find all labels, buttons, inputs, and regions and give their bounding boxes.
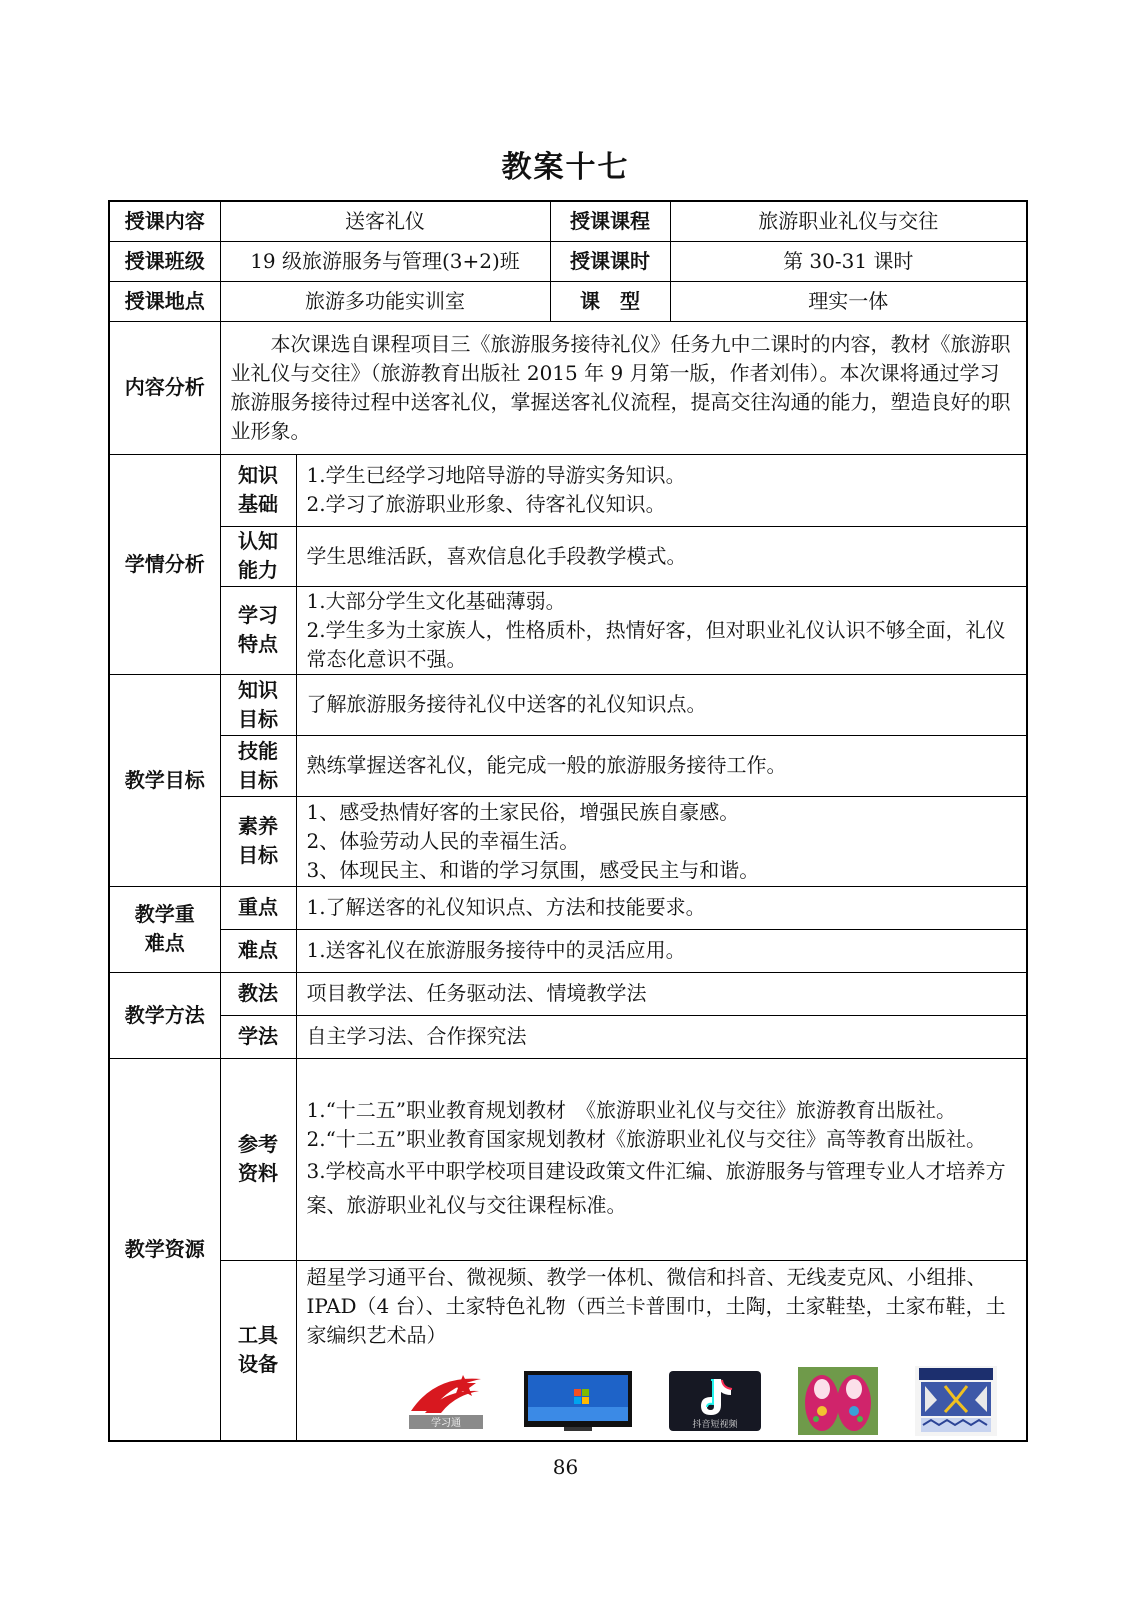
learning-traits-label: 学习 特点 bbox=[220, 586, 296, 674]
focus-label: 重点 bbox=[220, 886, 296, 929]
tool-icons bbox=[307, 1366, 1017, 1440]
learning-traits-text: 1.大部分学生文化基础薄弱。 2.学生多为土家族人，性格质朴，热情好客，但对职业礼仪认识不够全面，礼仪常态化意识不强。 bbox=[296, 586, 1027, 674]
literacy-objective-label: 素养 目标 bbox=[220, 796, 296, 886]
skill-objective-text: 熟练掌握送客礼仪，能完成一般的旅游服务接待工作。 bbox=[296, 735, 1027, 796]
row-cognition bbox=[109, 526, 1027, 586]
row-references bbox=[109, 1058, 1027, 1260]
course-content-value: 送客礼仪 bbox=[220, 201, 550, 241]
references-text: 1.“十二五”职业教育规划教材 《旅游职业礼仪与交往》旅游教育出版社。 2.“十二五”职业教育国家规划教材《旅游职业礼仪与交往》高等教育出版社。 3.学校高水平中职学校项目建设政策文件汇编、旅游服务与管理专业人才培养方案、旅游职业礼仪与交往课程标准。 bbox=[296, 1058, 1027, 1260]
literacy-objective-text: 1、感受热情好客的土家民俗，增强民族自豪感。 2、体验劳动人民的幸福生活。 3、体现民主、和谐的学习氛围，感受民主与和谐。 bbox=[296, 796, 1027, 886]
row-teaching-method bbox=[109, 972, 1027, 1015]
row-learning-traits bbox=[109, 586, 1027, 674]
references-label: 参考 资料 bbox=[220, 1058, 296, 1260]
hours-label: 授课课时 bbox=[550, 241, 670, 281]
row-class bbox=[109, 241, 1027, 281]
knowledge-base-text: 1.学生已经学习地陪导游的导游实务知识。 2.学习了旅游职业形象、待客礼仪知识。 bbox=[296, 454, 1027, 526]
content-analysis-label: 内容分析 bbox=[109, 321, 220, 454]
row-course-content bbox=[109, 201, 1027, 241]
tujia-weaving-icon bbox=[915, 1366, 997, 1436]
content-analysis-text: 本次课选自课程项目三《旅游服务接待礼仪》任务九中二课时的内容，教材《旅游职业礼仪与交往》（旅游教育出版社 2015 年 9 月第一版，作者刘伟）。本次课将通过学习旅游服务接待过程中送客礼仪，掌握送客礼仪流程，提高交往沟通的能力，塑造良好的职业形象。 bbox=[220, 321, 1027, 454]
tools-label: 工具 设备 bbox=[220, 1260, 296, 1441]
douyin-logo-icon bbox=[669, 1371, 761, 1431]
teaching-method-text: 项目教学法、任务驱动法、情境教学法 bbox=[296, 972, 1027, 1015]
resources-label: 教学资源 bbox=[109, 1058, 220, 1441]
course-value: 旅游职业礼仪与交往 bbox=[670, 201, 1027, 241]
key-points-label: 教学重 难点 bbox=[109, 886, 220, 972]
lesson-plan-table bbox=[108, 200, 1028, 1442]
hours-value: 第 30-31 课时 bbox=[670, 241, 1027, 281]
row-tools bbox=[109, 1260, 1027, 1441]
learning-method-text: 自主学习法、合作探究法 bbox=[296, 1015, 1027, 1058]
cognition-label: 认知 能力 bbox=[220, 526, 296, 586]
douyin-caption: 抖音短视频 bbox=[692, 1419, 738, 1430]
row-knowledge-objective bbox=[109, 674, 1027, 735]
row-difficulty bbox=[109, 929, 1027, 972]
row-place bbox=[109, 281, 1027, 321]
xuexitong-logo-icon bbox=[405, 1371, 487, 1431]
methods-label: 教学方法 bbox=[109, 972, 220, 1058]
teaching-method-label: 教法 bbox=[220, 972, 296, 1015]
type-label: 课 型 bbox=[550, 281, 670, 321]
learner-analysis-label: 学情分析 bbox=[109, 454, 220, 674]
page-title: 教案十七 bbox=[501, 150, 630, 185]
knowledge-base-label: 知识 基础 bbox=[220, 454, 296, 526]
row-content-analysis bbox=[109, 321, 1027, 454]
course-content-label: 授课内容 bbox=[109, 201, 220, 241]
class-label: 授课班级 bbox=[109, 241, 220, 281]
page-number: 86 bbox=[552, 1455, 579, 1479]
class-value: 19 级旅游服务与管理(3+2)班 bbox=[220, 241, 550, 281]
skill-objective-label: 技能 目标 bbox=[220, 735, 296, 796]
xuexitong-caption: 学习通 bbox=[431, 1417, 462, 1429]
tujia-shoes-icon bbox=[798, 1367, 878, 1435]
tools-cell bbox=[296, 1260, 1027, 1441]
course-label: 授课课程 bbox=[550, 201, 670, 241]
tools-text: 超星学习通平台、微视频、教学一体机、微信和抖音、无线麦克风、小组排、IPAD（4 台）、土家特色礼物（西兰卡普围巾，土陶，土家鞋垫，土家布鞋，土家编织艺术品） bbox=[306, 1264, 1006, 1347]
cognition-text: 学生思维活跃，喜欢信息化手段教学模式。 bbox=[296, 526, 1027, 586]
row-knowledge-base bbox=[109, 454, 1027, 526]
smart-board-icon bbox=[524, 1371, 632, 1431]
difficulty-text: 1.送客礼仪在旅游服务接待中的灵活应用。 bbox=[296, 929, 1027, 972]
place-label: 授课地点 bbox=[109, 281, 220, 321]
place-value: 旅游多功能实训室 bbox=[220, 281, 550, 321]
type-value: 理实一体 bbox=[670, 281, 1027, 321]
learning-method-label: 学法 bbox=[220, 1015, 296, 1058]
row-literacy-objective bbox=[109, 796, 1027, 886]
row-skill-objective bbox=[109, 735, 1027, 796]
difficulty-label: 难点 bbox=[220, 929, 296, 972]
row-learning-method bbox=[109, 1015, 1027, 1058]
row-focus bbox=[109, 886, 1027, 929]
knowledge-objective-text: 了解旅游服务接待礼仪中送客的礼仪知识点。 bbox=[296, 674, 1027, 735]
objectives-label: 教学目标 bbox=[109, 674, 220, 886]
focus-text: 1.了解送客的礼仪知识点、方法和技能要求。 bbox=[296, 886, 1027, 929]
knowledge-objective-label: 知识 目标 bbox=[220, 674, 296, 735]
